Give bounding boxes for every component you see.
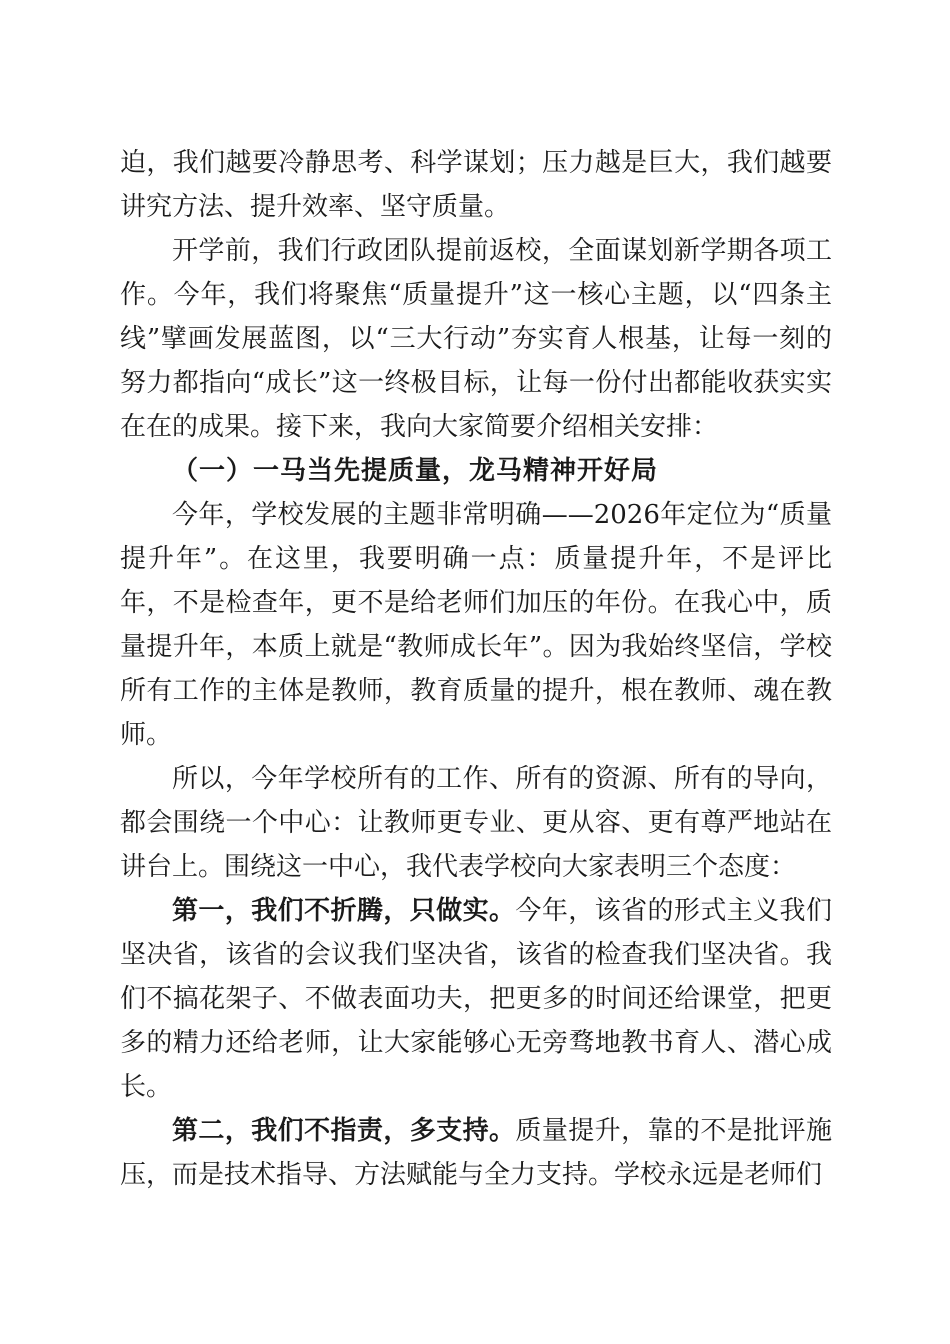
paragraph-preparation: 开学前，我们行政团队提前返校，全面谋划新学期各项工作。今年，我们将聚焦“质量提升”这一核心主题，以“四条主线”擘画发展蓝图，以“三大行动”夯实育人根基，让每一刻的努力都指向“成长”这一终极目标，让每一份付出都能收获实实在在的成果。接下来，我向大家简要介绍相关安排：	[120, 236, 832, 442]
attitude-one-body: 今年，该省的形式主义我们坚决省，该省的会议我们坚决省，该省的检查我们坚决省。我们不搞花架子、不做表面功夫，把更多的时间还给课堂，把更多的精力还给老师，让大家能够心无旁骛地教书育人、潜心成长。	[120, 896, 832, 1102]
paragraph-attitude-one	[120, 889, 832, 1109]
attitude-two-lead: 第二，我们不指责，多支持。	[172, 1116, 516, 1146]
attitude-two-body: 质量提升，靠的不是批评施压，而是技术指导、方法赋能与全力支持。学校永远是老师们	[120, 1116, 832, 1190]
attitude-one-lead: 第一，我们不折腾，只做实。	[172, 896, 516, 926]
paragraph-quality-year: 今年，学校发展的主题非常明确——2026年定位为“质量提升年”。在这里，我要明确一点：质量提升年，不是评比年，不是检查年，更不是给老师们加压的年份。在我心中，质量提升年，本质上就是“教师成长年”。因为我始终坚信，学校所有工作的主体是教师，教育质量的提升，根在教师、魂在教师。	[120, 500, 832, 750]
document-body	[120, 141, 832, 1197]
paragraph-attitude-two	[120, 1109, 832, 1197]
paragraph-continued: 迫，我们越要冷静思考、科学谋划；压力越是巨大，我们越要讲究方法、提升效率、坚守质量。	[120, 148, 832, 222]
section-heading-1: （一）一马当先提质量，龙马精神开好局	[172, 456, 659, 486]
paragraph-three-attitudes: 所以，今年学校所有的工作、所有的资源、所有的导向，都会围绕一个中心：让教师更专业、更从容、更有尊严地站在讲台上。围绕这一中心，我代表学校向大家表明三个态度：	[120, 764, 832, 882]
